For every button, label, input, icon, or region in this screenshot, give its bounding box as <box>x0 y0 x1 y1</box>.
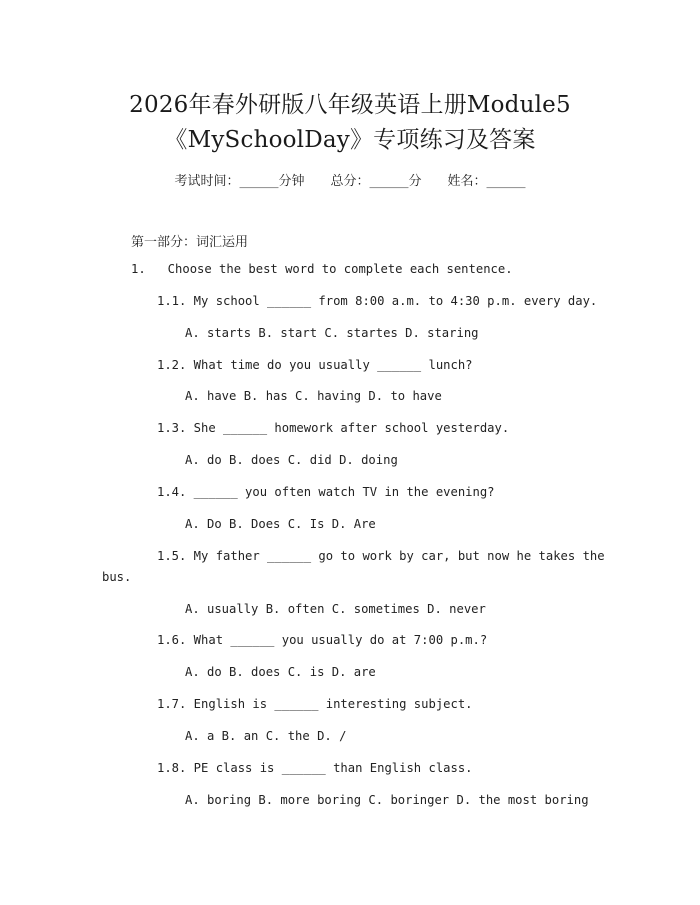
question-options: A. do B. does C. is D. are <box>185 665 376 679</box>
question-stem: 1.7. English is ______ interesting subject. <box>157 697 473 711</box>
section-title: 第一部分：词汇运用 <box>131 235 249 250</box>
question-stem: 1.2. What time do you usually ______ lunch? <box>157 358 473 372</box>
question-options: A. usually B. often C. sometimes D. never <box>185 602 486 616</box>
question-stem: 1.3. She ______ homework after school yesterday. <box>157 421 510 435</box>
document-title-line-2: 《MySchoolDay》专项练习及答案 <box>164 127 536 153</box>
exam-time: 考试时间：______分钟 <box>174 174 305 189</box>
question-stem: 1.1. My school ______ from 8:00 a.m. to 4:30 p.m. every day. <box>157 294 598 308</box>
question-stem: 1.8. PE class is ______ than English class. <box>157 761 473 775</box>
document-title-line-1: 2026年春外研版八年级英语上册Module5 <box>129 92 571 118</box>
question-stem: 1.5. My father ______ go to work by car, but now he takes the <box>157 549 605 563</box>
question-options: A. do B. does C. did D. doing <box>185 453 398 467</box>
exam-score: 总分：______分 <box>330 174 422 189</box>
main-question: 1. Choose the best word to complete each sentence. <box>131 262 513 276</box>
question-options: A. a B. an C. the D. / <box>185 729 347 743</box>
question-options: A. have B. has C. having D. to have <box>185 389 442 403</box>
question-options: A. starts B. start C. startes D. staring <box>185 326 479 340</box>
question-options: A. Do B. Does C. Is D. Are <box>185 517 376 531</box>
question-stem-continuation: bus. <box>102 570 132 584</box>
exam-meta <box>0 170 700 189</box>
question-stem: 1.4. ______ you often watch TV in the evening? <box>157 485 495 499</box>
exam-name: 姓名：______ <box>447 174 526 189</box>
question-options: A. boring B. more boring C. boringer D. the most boring <box>185 793 589 807</box>
question-stem: 1.6. What ______ you usually do at 7:00 p.m.? <box>157 633 488 647</box>
